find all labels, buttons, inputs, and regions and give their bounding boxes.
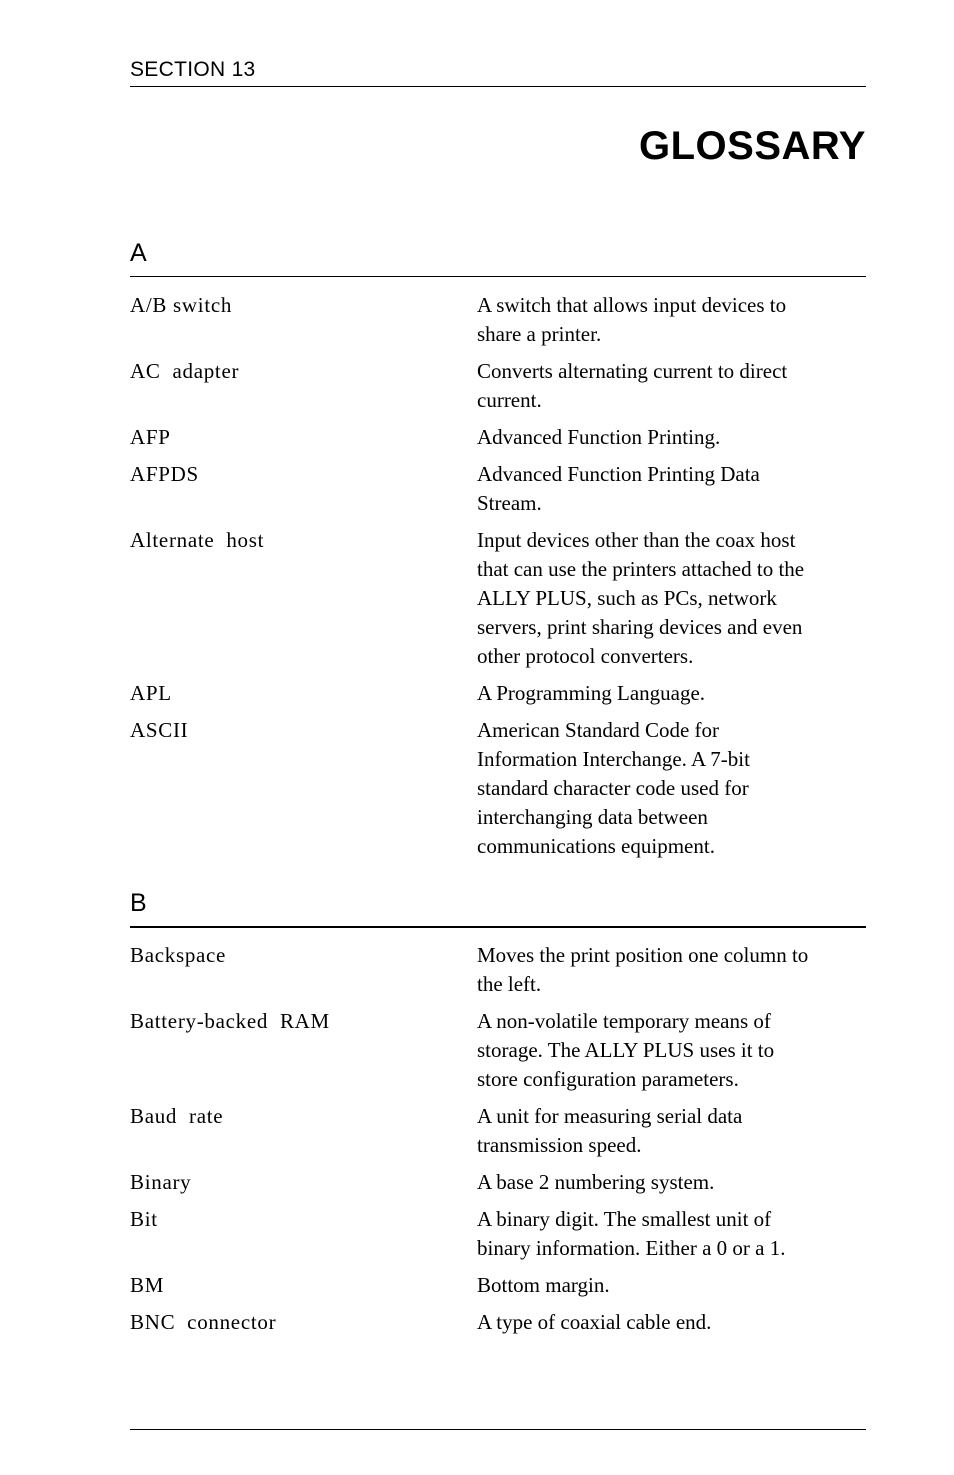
glossary-entry: [130, 1102, 866, 1160]
glossary-definition: Input devices other than the coax host that can use the printers attached to the ALLY PLUS, such as PCs, network servers, print sharing devices and even other protocol converters.: [477, 528, 805, 668]
glossary-definition: A non-volatile temporary means of storage. The ALLY PLUS uses it to store configuration parameters.: [477, 1009, 775, 1091]
header-divider: [130, 86, 866, 87]
glossary-term: Backspace: [130, 943, 227, 967]
glossary-entry: [130, 1007, 866, 1094]
section-letter-b: B: [130, 889, 147, 917]
glossary-definition: Advanced Function Printing.: [477, 425, 721, 449]
glossary-page: [130, 0, 866, 1475]
glossary-term: A/B switch: [130, 293, 233, 317]
glossary-entry: [130, 1168, 866, 1197]
section-a-divider: [130, 276, 866, 277]
glossary-definition: A switch that allows input devices to share a printer.: [477, 293, 787, 346]
glossary-term: Battery-backed RAM: [130, 1009, 330, 1033]
glossary-term: Binary: [130, 1170, 192, 1194]
glossary-term: Bit: [130, 1207, 158, 1231]
glossary-list-b: [130, 941, 866, 1345]
glossary-term: Alternate host: [130, 528, 265, 552]
glossary-definition: A unit for measuring serial data transmission speed.: [477, 1104, 743, 1157]
glossary-definition: Converts alternating current to direct current.: [477, 359, 788, 412]
glossary-entry: [130, 1205, 866, 1263]
glossary-entry: [130, 460, 866, 518]
glossary-entry: [130, 423, 866, 452]
glossary-definition: American Standard Code for Information Interchange. A 7-bit standard character code used for interchanging data between communications equipment.: [477, 718, 750, 858]
glossary-definition: A binary digit. The smallest unit of binary information. Either a 0 or a 1.: [477, 1207, 786, 1260]
glossary-term: APL: [130, 681, 172, 705]
glossary-definition: A base 2 numbering system.: [477, 1170, 715, 1194]
glossary-entry: [130, 291, 866, 349]
glossary-term: ASCII: [130, 718, 189, 742]
glossary-entry: [130, 716, 866, 861]
glossary-definition: Advanced Function Printing Data Stream.: [477, 462, 760, 515]
footer-divider: [130, 1429, 866, 1430]
glossary-entry: [130, 1271, 866, 1300]
glossary-definition: Moves the print position one column to the left.: [477, 943, 809, 996]
glossary-term: AC adapter: [130, 359, 240, 383]
glossary-term: BNC connector: [130, 1310, 277, 1334]
glossary-entry: [130, 941, 866, 999]
glossary-term: Baud rate: [130, 1104, 224, 1128]
glossary-entry: [130, 526, 866, 671]
glossary-definition: A Programming Language.: [477, 681, 706, 705]
glossary-entry: [130, 357, 866, 415]
section-header: SECTION 13: [130, 58, 256, 81]
glossary-term: BM: [130, 1273, 165, 1297]
glossary-term: AFP: [130, 425, 171, 449]
section-letter-a: A: [130, 239, 147, 267]
glossary-list-a: [130, 291, 866, 869]
section-b-divider: [130, 926, 866, 928]
glossary-entry: [130, 1308, 866, 1337]
glossary-entry: [130, 679, 866, 708]
glossary-definition: Bottom margin.: [477, 1273, 610, 1297]
glossary-definition: A type of coaxial cable end.: [477, 1310, 712, 1334]
page-title: GLOSSARY: [639, 124, 866, 168]
glossary-term: AFPDS: [130, 462, 199, 486]
